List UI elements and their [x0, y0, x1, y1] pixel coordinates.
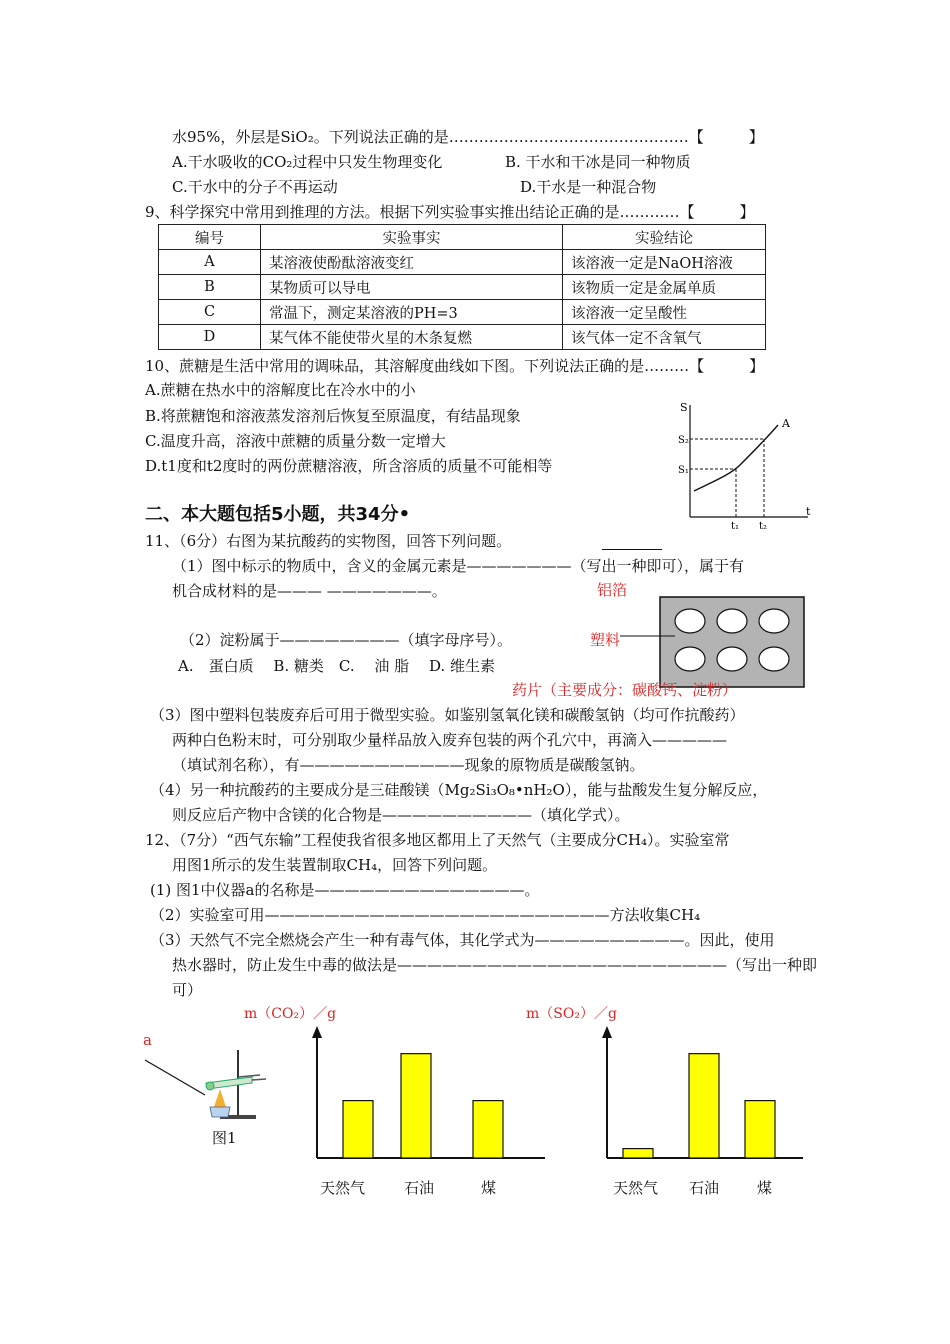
- q8-option-b: B. 干水和干冰是同一种物质: [505, 153, 691, 171]
- q8-option-a: A.干水吸收的CO₂过程中只发生物理变化: [172, 153, 443, 171]
- bar-天然气: [623, 1149, 653, 1158]
- chart1-title: m（CO₂）／g: [244, 1006, 337, 1022]
- apparatus-figure: [140, 1045, 270, 1125]
- q12-p3c: 可）: [172, 981, 203, 999]
- q11-blank-line: [602, 549, 662, 550]
- q9-row: [159, 300, 766, 325]
- bar-煤: [473, 1101, 503, 1158]
- bar-石油: [401, 1054, 431, 1158]
- solubility-graph: [678, 395, 820, 532]
- q9-row: [159, 325, 766, 350]
- graph-s1-label: S₁: [678, 465, 689, 476]
- chart2-title: m（SO₂）／g: [526, 1006, 617, 1022]
- q9-cell: B: [159, 275, 261, 300]
- q11-stem: 11、（6分）右图为某抗酸药的实物图，回答下列问题。: [145, 532, 512, 550]
- q8-stem: 水95%，外层是SiO₂。下列说法正确的是…………………………………………【 】: [172, 128, 764, 146]
- q9-cell: C: [159, 300, 261, 325]
- q9-header-id: 编号: [159, 225, 261, 250]
- delivery-tube: [252, 1079, 266, 1080]
- q11-p3c: （填试剂名称），有———————————现象的原物质是碳酸氢钠。: [172, 756, 645, 774]
- q11-p1b: 机合成材料的是——— ———————。: [172, 582, 447, 600]
- q11-p1a: （1）图中标示的物质中，含义的金属元素是———————（写出一种即可），属于有: [172, 557, 745, 575]
- graph-x-label: t: [806, 505, 811, 518]
- test-tube-bottom: [206, 1082, 214, 1090]
- q9-header-fact: 实验事实: [261, 225, 563, 250]
- q12-stem-a: 12、（7分）“西气东输”工程使我省很多地区都用上了天然气（主要成分CH₄）。实验室常: [145, 831, 730, 849]
- q10-option-b: B.将蔗糖饱和溶液蒸发溶剂后恢复至原温度，有结晶现象: [145, 407, 521, 425]
- clamp: [238, 1075, 260, 1077]
- q8-option-c: C.干水中的分子不再运动: [172, 178, 338, 196]
- chart2-cat-2: 煤: [757, 1179, 773, 1197]
- graph-t2-label: t₂: [759, 521, 768, 532]
- q12-stem-b: 用图1所示的发生装置制取CH₄，回答下列问题。: [172, 856, 498, 874]
- q10-option-a: A.蔗糖在热水中的溶解度比在冷水中的小: [145, 381, 416, 399]
- q9-table: [158, 224, 766, 350]
- chart1-cat-1: 石油: [404, 1179, 435, 1197]
- q11-p4b: 则反应后产物中含镁的化合物是——————————（填化学式）。: [172, 806, 630, 824]
- blister-well: [759, 609, 789, 633]
- q9-stem: 9、科学探究中常用到推理的方法。根据下列实验事实推出结论正确的是…………【 】: [145, 203, 755, 221]
- q11-p3a: （3）图中塑料包装废弃后可用于微型实验。如鉴别氢氧化镁和碳酸氢钠（均可作抗酸药）: [150, 706, 745, 724]
- q9-cell: A: [159, 250, 261, 275]
- q10-option-c: C.温度升高，溶液中蔗糖的质量分数一定增大: [145, 432, 446, 450]
- chart1-cat-2: 煤: [481, 1179, 497, 1197]
- graph-t1-label: t₁: [731, 521, 740, 532]
- label-tablet: 药片（主要成分：碳酸钙、淀粉）: [512, 681, 738, 699]
- q9-row: [159, 275, 766, 300]
- bar-天然气: [343, 1101, 373, 1158]
- bar-石油: [689, 1054, 719, 1158]
- q10-option-d: D.t1度和t2度时的两份蔗糖溶液，所含溶质的质量不可能相等: [145, 457, 553, 475]
- blister-well: [759, 647, 789, 671]
- q9-row: [159, 250, 766, 275]
- q9-cell: 该气体一定不含氧气: [563, 325, 766, 350]
- q12-p2: （2）实验室可用———————————————————————方法收集CH₄: [150, 906, 701, 924]
- q11-p4a: （4）另一种抗酸药的主要成分是三硅酸镁（Mg₂Si₃O₈•nH₂O），能与盐酸发生复分解反应，: [150, 781, 768, 799]
- q9-cell: 某溶液使酚酞溶液变红: [261, 250, 563, 275]
- graph-curve-label: A: [782, 417, 790, 430]
- chart-y-axis-arrow: [602, 1026, 612, 1038]
- graph-s2-label: S₂: [678, 435, 689, 446]
- q9-cell: 某物质可以导电: [261, 275, 563, 300]
- label-plastic: 塑料: [590, 631, 621, 649]
- q11-p2: （2）淀粉属于————————（填字母序号）。: [180, 631, 513, 649]
- graph-y-label: S: [680, 401, 688, 414]
- chart-y-axis-arrow: [312, 1026, 322, 1038]
- section2-title: 二、本大题包括5小题，共34分•: [145, 504, 411, 525]
- apparatus-label-a: a: [143, 1031, 152, 1049]
- q9-cell: 该溶液一定呈酸性: [563, 300, 766, 325]
- fig1-label: 图1: [212, 1129, 237, 1147]
- chart2-cat-1: 石油: [689, 1179, 720, 1197]
- so2-bar-chart: [590, 1030, 810, 1165]
- q9-cell: 该物质一定是金属单质: [563, 275, 766, 300]
- chart1-cat-0: 天然气: [320, 1179, 366, 1197]
- q9-cell: 常温下，测定某溶液的PH=3: [261, 300, 563, 325]
- q10-stem: 10、蔗糖是生活中常用的调味品，其溶解度曲线如下图。下列说法正确的是………【 】: [145, 357, 765, 375]
- q9-cell: 某气体不能使带火星的木条复燃: [261, 325, 563, 350]
- alcohol-lamp: [210, 1107, 230, 1117]
- q9-cell: D: [159, 325, 261, 350]
- chart2-cat-0: 天然气: [613, 1179, 659, 1197]
- q11-p3b: 两种白色粉末时，可分别取少量样品放入废弃包装的两个孔穴中，再滴入—————: [172, 731, 728, 749]
- q9-cell: 该溶液一定是NaOH溶液: [563, 250, 766, 275]
- label-foil: 铝箔: [597, 581, 628, 599]
- blister-well: [717, 609, 747, 633]
- q8-option-d: D.干水是一种混合物: [520, 178, 657, 196]
- flame: [214, 1089, 226, 1107]
- co2-bar-chart: [300, 1030, 550, 1165]
- q11-options: A. 蛋白质 B. 糖类 C. 油 脂 D. 维生素: [178, 657, 495, 675]
- bar-煤: [745, 1101, 775, 1158]
- q12-p3a: （3）天然气不完全燃烧会产生一种有毒气体，其化学式为——————————。因此，使用: [150, 931, 775, 949]
- q12-p3b: 热水器时，防止发生中毒的做法是——————————————————————（写出一种即: [172, 956, 818, 974]
- blister-well: [675, 609, 705, 633]
- q9-header-conclusion: 实验结论: [563, 225, 766, 250]
- apparatus-pointer: [145, 1060, 205, 1095]
- blister-well: [675, 647, 705, 671]
- q12-p1: (1) 图1中仪器a的名称是——————————————。: [150, 881, 540, 899]
- blister-well: [717, 647, 747, 671]
